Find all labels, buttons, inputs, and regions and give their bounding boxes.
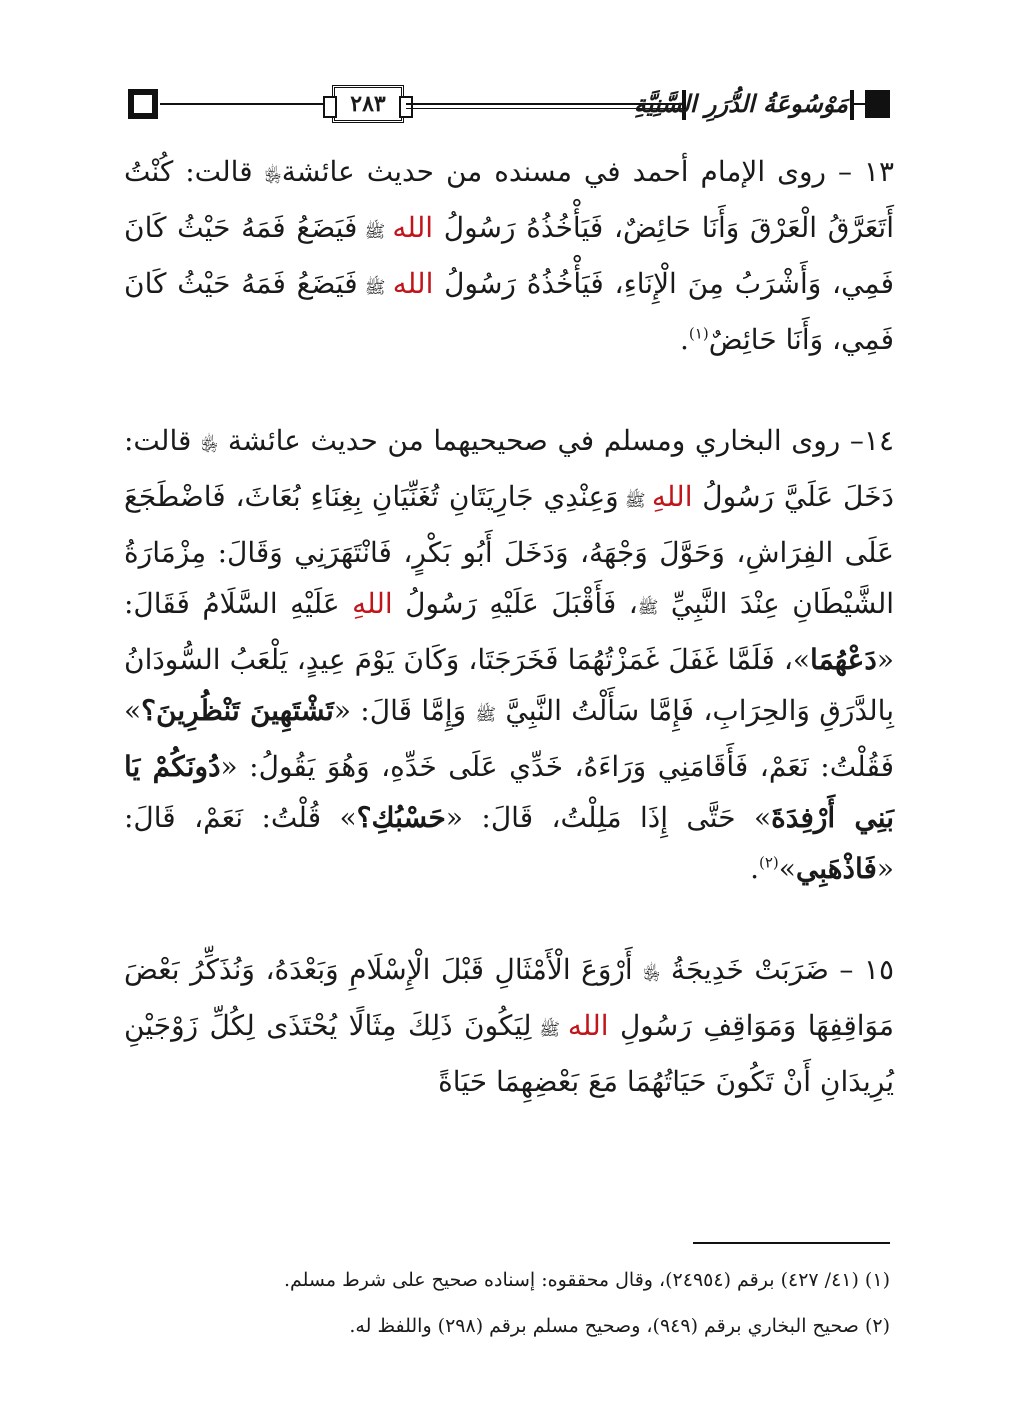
header-ornament-left [128,89,158,119]
honorific-glyph: ﷺ [531,1020,568,1040]
text-span: . [680,323,689,356]
text-span: » حَتَّى إِذَا مَلِلْتُ، قَالَ: « [445,801,772,834]
main-text [124,146,894,1107]
text-span: » فَقُلْتُ: نَعَمْ، فَأَقَامَنِي وَرَاءَهُ، خَدِّي عَلَى خَدِّهِ، وَهُوَ يَقُولُ: « [124,694,895,783]
honorific-glyph: ﵂ [643,964,661,984]
text-span: . [750,852,759,885]
text-span: لِيَكُونَ ذَلِكَ مِثَالًا يُحْتَذَى لِكُلِّ زَوْجَيْنِ يُرِيدَانِ أَنْ تَكُونَ حَيَاتُهُمَا مَعَ بَعْضِهِمَا حَيَاةً [124,1009,894,1098]
text-span: ١٤– روى البخاري ومسلم في صحيحيهما من حديث عائشة [218,424,894,457]
divine-name: الله [392,267,434,300]
text-span: » [778,852,796,885]
honorific-glyph: ﷺ [357,222,393,242]
honorific-glyph: ﷺ [637,598,659,618]
text-span: قالت: كُنْتُ أَتَعَرَّقُ الْعَرْقَ وَأَنَا حَائِضٌ، فَيَأْخُذُهُ رَسُولُ [124,155,895,244]
footnote-1: (١) (٤١/ ٤٢٧) برقم (٢٤٩٥٤)، وقال محققوه: إسناده صحيح على شرط مسلم. [283,1269,890,1291]
footnotes [124,1257,890,1349]
text-span: عَلَيْهِ السَّلَامُ فَقَالَ: « [124,587,894,676]
page-header [128,82,890,128]
header-divider [850,90,854,120]
hadith-quote: دَعْهُمَا [810,643,877,676]
footnote-ref[interactable]: (٢) [759,853,779,872]
text-span: » قُلْتُ: نَعَمْ، قَالَ: « [124,801,894,885]
header-rule [160,103,332,105]
text-span: أَرْوَعَ الْأَمْثَالِ قَبْلَ الْإِسْلَامِ وَبَعْدَهُ، وَنُذَكِّرُ بَعْضَ مَوَاقِفِهَا وَمَوَاقِفِ رَسُولِ [124,953,895,1042]
divine-name: اللهِ [352,587,393,620]
book-title: مَوْسُوعَةُ الدُّرَرِ السَّنِيَّةِ [633,89,848,118]
paragraph-14 [124,415,894,894]
hadith-quote: دُونَكُمْ يَا بَنِي أَرْفِدَةَ [124,750,894,834]
honorific-glyph: ﵂ [264,166,282,186]
hadith-quote: فَاذْهَبِي [795,852,877,885]
divine-name: اللهِ [651,480,693,513]
honorific-glyph: ﵂ [201,435,219,455]
divine-name: الله [392,211,434,244]
text-span: قالت: دَخَلَ عَلَيَّ رَسُولُ [124,424,895,513]
text-span: ١٣ – روى الإمام أحمد في مسنده من حديث عائشة [281,155,894,188]
text-span: فَيَضَعُ فَمَهُ حَيْثُ كَانَ فَمِي، وَأَشْرَبُ مِنَ الْإِنَاءِ، فَيَأْخُذُهُ رَسُولُ [124,211,895,300]
text-span: وَإِمَّا قَالَ: « [333,694,476,727]
text-span: وَعِنْدِي جَارِيَتَانِ تُغَنِّيَانِ بِغِنَاءِ بُعَاثَ، فَاضْطَجَعَ عَلَى الفِرَاشِ، وَحَوَّلَ وَجْهَهُ، وَدَخَلَ أَبُو بَكْرٍ، فَانْتَهَرَنِي وَقَالَ: مِزْمَارَةُ الشَّيْطَانِ عِنْدَ النَّبِيِّ [124,480,895,620]
footnote-ref[interactable]: (١) [688,324,709,343]
divine-name: الله [567,1009,609,1042]
hadith-quote: حَسْبُكِ؟ [356,801,446,834]
text-span: فَيَضَعُ فَمَهُ حَيْثُ كَانَ فَمِي، وَأَنَا حَائِضٌ [124,267,894,356]
header-rule [853,103,865,105]
honorific-glyph: ﷺ [618,491,652,511]
hadith-quote: تَشْتَهِينَ تَنْظُرِينَ؟ [141,694,334,727]
text-span: ١٥ – ضَرَبَتْ خَدِيجَةُ [660,953,894,986]
text-span: »، فَلَمَّا غَفَلَ غَمَزْتُهُمَا فَخَرَجَتَا، وَكَانَ يَوْمَ عِيدٍ، يَلْعَبُ السُّودَانُ بِالدَّرَقِ وَالحِرَابِ، فَإِمَّا سَأَلْتُ النَّبِيَّ [124,643,894,727]
footnote-divider [693,1242,890,1244]
honorific-glyph: ﷺ [475,705,497,725]
paragraph-15 [124,944,894,1107]
paragraph-13 [124,146,894,365]
text-span: ، فَأَقْبَلَ عَلَيْهِ رَسُولُ [392,587,638,620]
header-ornament-right [865,90,890,118]
page-number: ٢٨٣ [332,85,404,123]
footnote-2: (٢) صحيح البخاري برقم (٩٤٩)، وصحيح مسلم برقم (٢٩٨) واللفظ له. [349,1315,890,1337]
honorific-glyph: ﷺ [357,278,393,298]
